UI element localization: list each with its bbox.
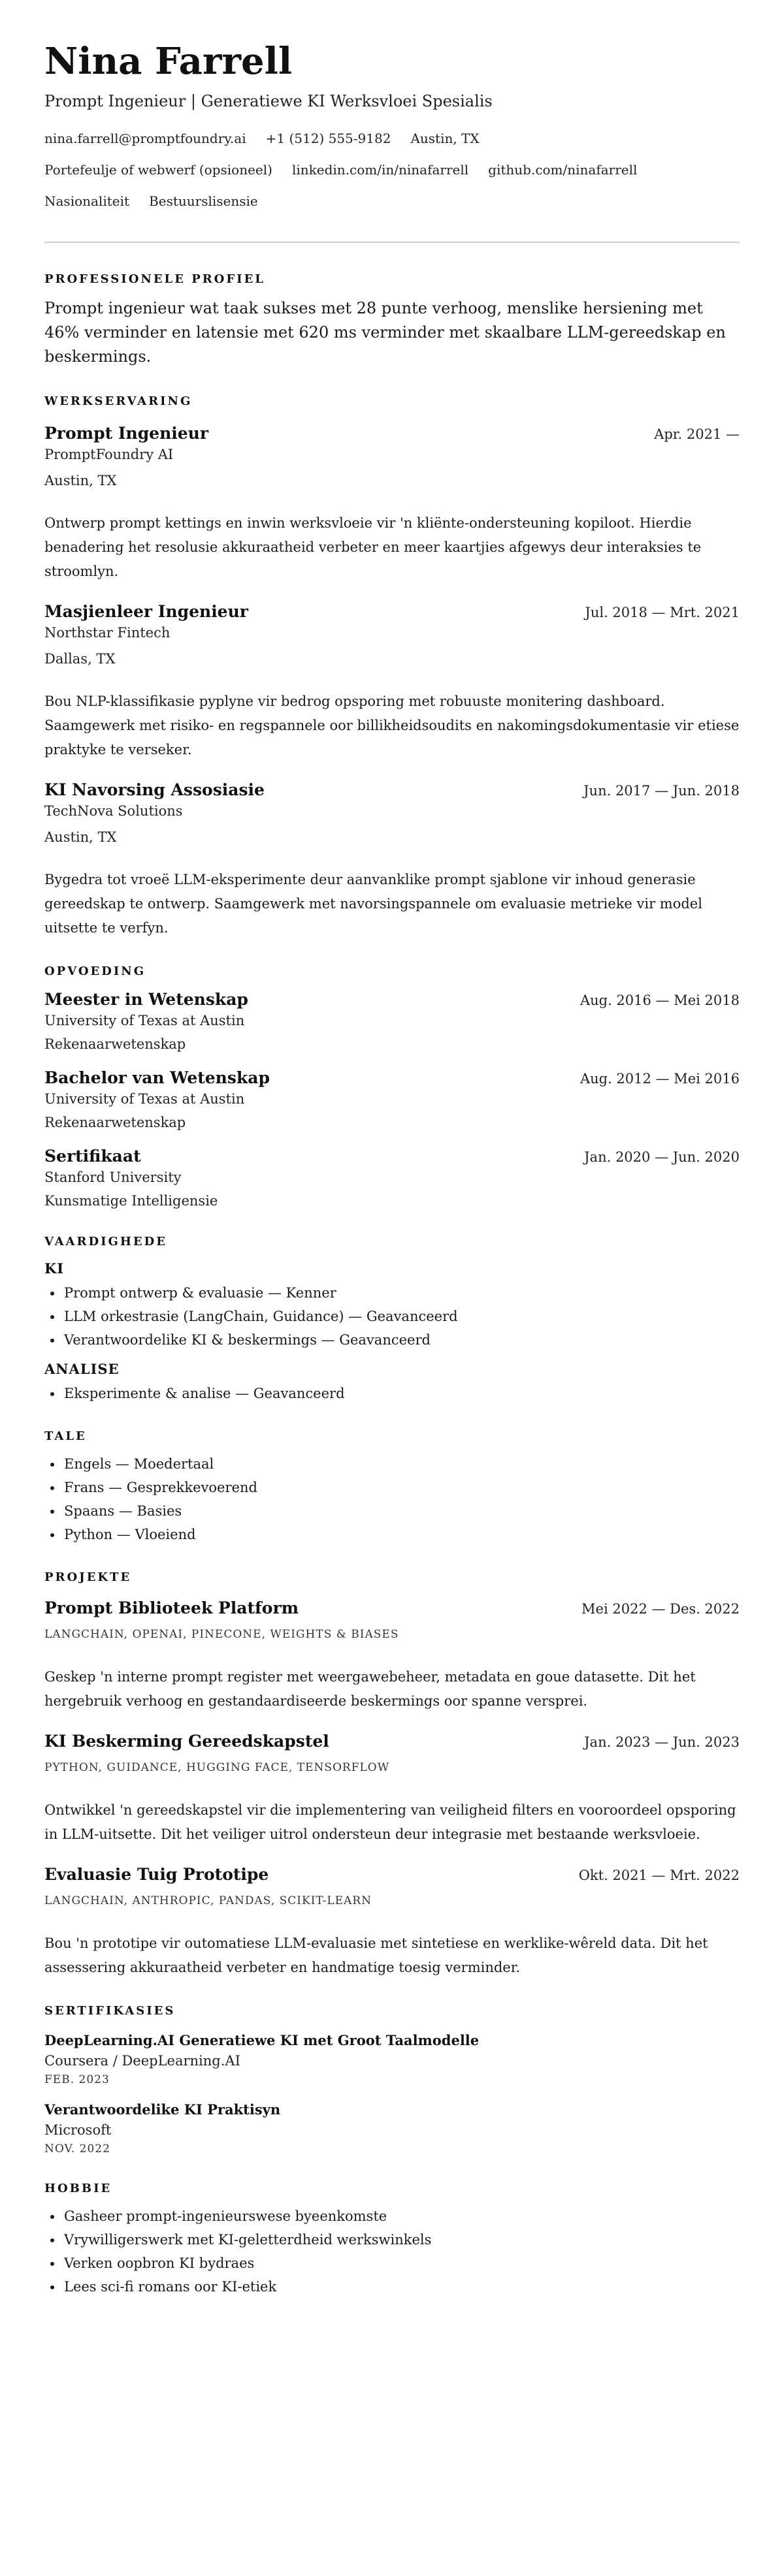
degree-date: Aug. 2012 — Mei 2016 xyxy=(580,1071,740,1087)
job-description: Bou NLP-klassifikasie pyplyne vir bedrog opsporing met robuuste monitering dashboard. Saamgewerk met risiko- en regspannele oor billikheidsoudits en nakomingsdokumentasie vir etiese praktyke te verseker. xyxy=(44,693,740,757)
job-company: TechNova Solutions xyxy=(44,803,183,819)
certification-name: Verantwoordelike KI Praktisyn xyxy=(44,2101,281,2118)
job-description: Bygedra tot vroeë LLM-eksperimente deur aanvanklike prompt sjablone vir inhoud generasie gereedskap te ontwerp. Saamgewerk met navorsingspannele om evaluasie metrieke vir model uitsette te verfyn. xyxy=(44,872,702,936)
project-name: Evaluasie Tuig Prototipe xyxy=(44,1865,269,1884)
degree-school: University of Texas at Austin xyxy=(44,1013,245,1028)
job-role: KI Navorsing Assosiasie xyxy=(44,780,265,799)
skill-item: • Verantwoordelike KI & beskermings — Geavanceerd xyxy=(63,1328,740,1352)
certification-date: FEB. 2023 xyxy=(44,2073,110,2086)
education-section xyxy=(44,964,740,1211)
job-location: Dallas, TX xyxy=(44,651,116,667)
education-entry xyxy=(44,989,740,1054)
skill-group-title: KI xyxy=(44,1260,65,1277)
contact-github[interactable]: github.com/ninafarrell xyxy=(488,162,638,178)
certification-issuer: Microsoft xyxy=(44,2122,112,2138)
languages-heading: TALE xyxy=(44,1429,87,1443)
contact-row-links xyxy=(44,161,740,179)
degree-name: Sertifikaat xyxy=(44,1147,141,1166)
contact-row-primary xyxy=(44,129,740,148)
project-entry xyxy=(44,1864,740,1980)
experience-section xyxy=(44,394,740,940)
contact-portfolio[interactable]: Portefeulje of webwerf (opsioneel) xyxy=(44,162,272,178)
projects-heading: PROJEKTE xyxy=(44,1570,132,1584)
candidate-name: Nina Farrell xyxy=(44,40,293,83)
experience-entry xyxy=(44,422,740,584)
hobby-item: • Gasheer prompt-ingenieurswese byeenkomste xyxy=(63,2204,740,2228)
project-name: Prompt Biblioteek Platform xyxy=(44,1598,299,1617)
contact-nationality: Nasionaliteit xyxy=(44,193,130,209)
education-entry xyxy=(44,1067,740,1132)
language-item: • Frans — Gesprekkevoerend xyxy=(63,1476,740,1499)
education-entry xyxy=(44,1145,740,1211)
profile-section xyxy=(44,272,740,369)
experience-heading: WERKSERVARING xyxy=(44,394,193,408)
resume-header xyxy=(44,38,740,210)
job-date: Jul. 2018 — Mrt. 2021 xyxy=(585,605,740,620)
experience-entry xyxy=(44,779,740,940)
degree-field: Rekenaarwetenskap xyxy=(44,1036,186,1052)
certification-entry xyxy=(44,2100,740,2157)
skill-list xyxy=(44,1382,740,1405)
hobby-item: • Lees sci-fi romans oor KI-etiek xyxy=(63,2275,740,2298)
project-description: Ontwikkel 'n gereedskapstel vir die implementering van veiligheid filters en vooroordeel opsporing in LLM-uitsette. Dit het veiliger uitrol ondersteun deur integrasie met bestaande werksvloeie. xyxy=(44,1802,736,1842)
skill-group-title: ANALISE xyxy=(44,1361,120,1377)
projects-section xyxy=(44,1570,740,1980)
job-location: Austin, TX xyxy=(44,473,117,488)
skill-item: • Eksperimente & analise — Geavanceerd xyxy=(63,1382,740,1405)
degree-school: Stanford University xyxy=(44,1169,182,1185)
project-tech: LANGCHAIN, OPENAI, PINECONE, WEIGHTS & BIASES xyxy=(44,1628,399,1641)
education-heading: OPVOEDING xyxy=(44,964,146,978)
job-company: PromptFoundry AI xyxy=(44,447,174,462)
contact-location: Austin, TX xyxy=(410,131,480,146)
hobby-item: • Vrywilligerswerk met KI-geletterdheid werkswinkels xyxy=(63,2228,740,2251)
certifications-heading: SERTIFIKASIES xyxy=(44,2004,176,2018)
job-date: Apr. 2021 — xyxy=(654,426,740,442)
degree-field: Rekenaarwetenskap xyxy=(44,1115,186,1130)
skill-item: • Prompt ontwerp & evaluasie — Kenner xyxy=(63,1281,740,1305)
job-company: Northstar Fintech xyxy=(44,625,171,641)
project-date: Mei 2022 — Des. 2022 xyxy=(581,1601,740,1617)
job-location: Austin, TX xyxy=(44,829,117,845)
profile-summary: Prompt ingenieur wat taak sukses met 28 punte verhoog, menslike hersiening met 46% verminder en latensie met 620 ms verminder met skaalbare LLM-gereedskap en beskermings. xyxy=(44,299,726,366)
degree-date: Jan. 2020 — Jun. 2020 xyxy=(584,1149,740,1165)
experience-entry xyxy=(44,601,740,762)
certification-issuer: Coursera / DeepLearning.AI xyxy=(44,2053,240,2069)
skill-list xyxy=(44,1281,740,1352)
degree-date: Aug. 2016 — Mei 2018 xyxy=(580,993,740,1008)
hobby-list xyxy=(44,2204,740,2298)
skills-heading: VAARDIGHEDE xyxy=(44,1235,167,1248)
job-date: Jun. 2017 — Jun. 2018 xyxy=(583,783,740,799)
job-role: Masjienleer Ingenieur xyxy=(44,602,248,621)
project-tech: LANGCHAIN, ANTHROPIC, PANDAS, SCIKIT-LEARN xyxy=(44,1894,372,1907)
certification-name: DeepLearning.AI Generatiewe KI met Groot Taalmodelle xyxy=(44,2032,480,2048)
project-date: Jan. 2023 — Jun. 2023 xyxy=(584,1734,740,1750)
language-item: • Spaans — Basies xyxy=(63,1499,740,1523)
project-name: KI Beskerming Gereedskapstel xyxy=(44,1732,329,1751)
hobbies-heading: HOBBIE xyxy=(44,2182,112,2195)
degree-name: Meester in Wetenskap xyxy=(44,990,248,1009)
certifications-section xyxy=(44,2003,740,2157)
project-description: Geskep 'n interne prompt register met weergawebeheer, metadata en goue datasette. Dit het hergebruik verhoog en gestandaardiseerde beskermings oor spanne versprei. xyxy=(44,1669,696,1709)
language-item: • Engels — Moedertaal xyxy=(63,1452,740,1476)
language-list xyxy=(44,1452,740,1546)
languages-section xyxy=(44,1429,740,1546)
project-description: Bou 'n prototipe vir outomatiese LLM-evaluasie met sintetiese en werklike-wêreld data. Dit het assessering akkuraatheid verbeter en handmatige toesig verminder. xyxy=(44,1935,708,1975)
contact-linkedin[interactable]: linkedin.com/in/ninafarrell xyxy=(291,162,469,178)
contact-phone[interactable]: +1 (512) 555-9182 xyxy=(265,131,391,146)
project-tech: PYTHON, GUIDANCE, HUGGING FACE, TENSORFLOW xyxy=(44,1761,390,1774)
certification-entry xyxy=(44,2031,740,2088)
contact-license: Bestuurslisensie xyxy=(149,193,258,209)
job-role: Prompt Ingenieur xyxy=(44,424,209,443)
job-description: Ontwerp prompt kettings en inwin werksvloeie vir 'n kliënte-ondersteuning kopiloot. Hierdie benadering het resolusie akkuraatheid verbeter en meer kaartjies afgewys deur interaksies te stroomlyn. xyxy=(44,515,702,579)
degree-name: Bachelor van Wetenskap xyxy=(44,1068,270,1087)
profile-heading: PROFESSIONELE PROFIEL xyxy=(44,272,265,286)
project-date: Okt. 2021 — Mrt. 2022 xyxy=(578,1868,740,1883)
degree-school: University of Texas at Austin xyxy=(44,1091,245,1107)
hobby-item: • Verken oopbron KI bydraes xyxy=(63,2251,740,2275)
contact-email[interactable]: nina.farrell@promptfoundry.ai xyxy=(44,131,246,146)
certification-date: NOV. 2022 xyxy=(44,2142,110,2155)
skill-item: • LLM orkestrasie (LangChain, Guidance) — Geavanceerd xyxy=(63,1305,740,1328)
candidate-title: Prompt Ingenieur | Generatiewe KI Werksvloei Spesialis xyxy=(44,92,493,110)
hobbies-section xyxy=(44,2181,740,2298)
header-divider xyxy=(44,242,740,243)
skills-section xyxy=(44,1234,740,1405)
language-item: • Python — Vloeiend xyxy=(63,1523,740,1546)
project-entry xyxy=(44,1730,740,1847)
project-entry xyxy=(44,1597,740,1713)
contact-row-extra xyxy=(44,192,740,210)
degree-field: Kunsmatige Intelligensie xyxy=(44,1193,218,1209)
